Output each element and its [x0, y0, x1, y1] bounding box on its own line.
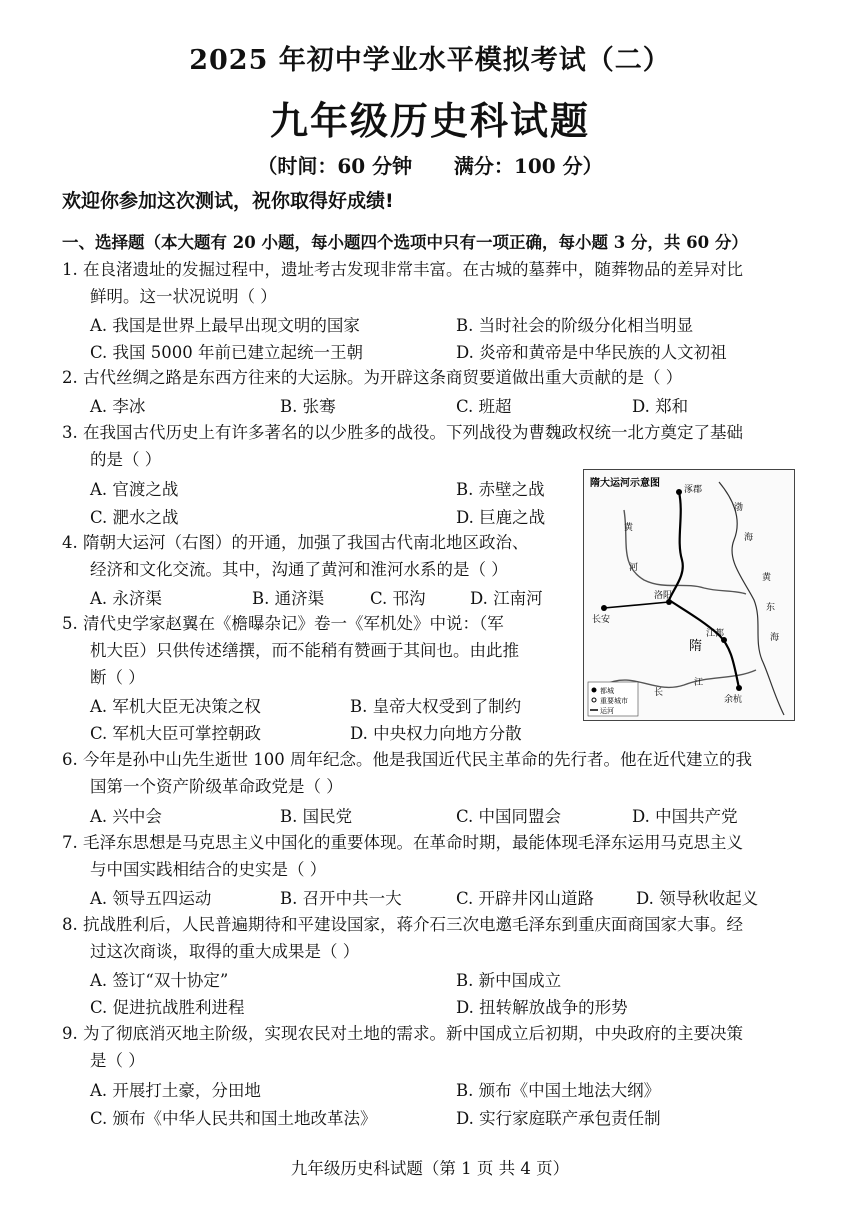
option-a: A. 军机大臣无决策之权 — [90, 697, 261, 716]
map-label: 海 — [744, 533, 754, 543]
question-stem-cont: 过这次商谈，取得的重大成果是（ ） — [90, 942, 360, 961]
question-stem-cont: 的是（ ） — [90, 450, 162, 469]
option-d: D. 巨鹿之战 — [456, 508, 546, 527]
legend-item: 运河 — [600, 707, 614, 715]
question-stem-cont: 与中国实践相结合的史实是（ ） — [90, 860, 327, 879]
option-a: A. 李冰 — [90, 397, 146, 416]
question-stem-cont: 是（ ） — [90, 1051, 145, 1070]
map-label: 江 — [694, 678, 704, 688]
option-c: C. 开辟井冈山道路 — [456, 889, 595, 908]
map-label: 洛阳 — [654, 591, 673, 601]
option-d: D. 江南河 — [470, 589, 543, 608]
yellow-river — [624, 510, 746, 594]
question-stem: 9. 为了彻底消灭地主阶级，实现农民对土地的需求。新中国成立后初期，中央政府的主要决策 — [62, 1024, 743, 1043]
question-stem: 8. 抗战胜利后，人民普遍期待和平建设国家，蒋介石三次电邀毛泽东到重庆面商国家大事。经 — [62, 915, 743, 934]
question-stem-cont: 经济和文化交流。其中，沟通了黄河和淮河水系的是（ ） — [90, 560, 508, 579]
map-label: 河 — [629, 563, 639, 573]
question-stem-cont: 断（ ） — [90, 668, 145, 687]
option-b: B. 张骞 — [280, 397, 336, 416]
exam-meta: （时间：60 分钟 满分：100 分） — [257, 154, 603, 178]
option-b: B. 召开中共一大 — [280, 889, 402, 908]
option-b: B. 国民党 — [280, 807, 353, 826]
map-label: 余杭 — [724, 695, 743, 705]
page-footer: 九年级历史科试题（第 1 页 共 4 页） — [290, 1159, 570, 1178]
option-c: C. 颁布《中华人民共和国土地改革法》 — [90, 1109, 377, 1128]
map-label: 涿郡 — [684, 485, 703, 495]
city-marker — [676, 489, 682, 495]
option-a: A. 签订“双十协定” — [90, 971, 229, 990]
question-stem: 7. 毛泽东思想是马克思主义中国化的重要体现。在革命时期，最能体现毛泽东运用马克思主义 — [62, 833, 743, 852]
option-b: B. 皇帝大权受到了制约 — [350, 697, 522, 716]
section-heading: 一、选择题（本大题有 20 小题，每小题四个选项中只有一项正确，每小题 3 分，共 60 分） — [62, 233, 748, 252]
map-drawing — [584, 470, 794, 720]
subject-title: 九年级历史科试题 — [269, 98, 590, 143]
map-label: 隋 — [689, 639, 703, 654]
option-d: D. 中央权力向地方分散 — [350, 724, 522, 743]
option-a: A. 兴中会 — [90, 807, 162, 826]
map-label: 长 — [654, 688, 664, 698]
map-label: 东 — [766, 603, 776, 613]
question-stem: 3. 在我国古代历史上有许多著名的以少胜多的战役。下列战役为曹魏政权统一北方奠定了基础 — [62, 423, 743, 442]
option-d: D. 领导秋收起义 — [636, 889, 759, 908]
grand-canal-map — [583, 469, 795, 721]
option-c: C. 中国同盟会 — [456, 807, 562, 826]
map-legend — [588, 682, 638, 716]
question-stem: 4. 隋朝大运河（右图）的开通，加强了我国古代南北地区政治、 — [62, 533, 529, 552]
option-b: B. 赤壁之战 — [456, 480, 545, 499]
option-d: D. 炎帝和黄帝是中华民族的人文初祖 — [456, 343, 727, 362]
option-d: D. 扭转解放战争的形势 — [456, 998, 628, 1017]
map-label: 黄 — [762, 573, 772, 583]
exam-title: 2025 年初中学业水平模拟考试（二） — [189, 45, 671, 76]
option-d: D. 中国共产党 — [632, 807, 738, 826]
question-stem: 1. 在良渚遗址的发掘过程中，遗址考古发现非常丰富。在古城的墓葬中，随葬物品的差异对比 — [62, 260, 743, 279]
option-b: B. 当时社会的阶级分化相当明显 — [456, 316, 694, 335]
question-stem-cont: 机大臣）只供传述缮撰，而不能稍有赞画于其间也。由此推 — [90, 641, 519, 660]
canal-route — [669, 492, 739, 688]
option-a: A. 开展打土豪，分田地 — [90, 1081, 261, 1100]
option-d: D. 郑和 — [632, 397, 689, 416]
option-a: A. 官渡之战 — [90, 480, 179, 499]
map-title: 隋大运河示意图 — [590, 478, 660, 489]
option-c: C. 邗沟 — [370, 589, 426, 608]
option-c: C. 促进抗战胜利进程 — [90, 998, 245, 1017]
welcome-text: 欢迎你参加这次测试，祝你取得好成绩! — [62, 190, 394, 212]
city-marker — [601, 605, 607, 611]
coastline — [719, 482, 784, 715]
option-c: C. 军机大臣可掌控朝政 — [90, 724, 262, 743]
option-b: B. 颁布《中国土地法大纲》 — [456, 1081, 661, 1100]
map-label: 黄 — [624, 523, 634, 533]
option-d: D. 实行家庭联产承包责任制 — [456, 1109, 661, 1128]
question-stem: 6. 今年是孙中山先生逝世 100 周年纪念。他是我国近代民主革命的先行者。他在近代建立的我 — [62, 750, 752, 769]
option-b: B. 新中国成立 — [456, 971, 562, 990]
option-b: B. 通济渠 — [252, 589, 325, 608]
option-c: C. 淝水之战 — [90, 508, 179, 527]
legend-item: 都城 — [600, 687, 614, 695]
option-a: A. 领导五四运动 — [90, 889, 212, 908]
option-a: A. 永济渠 — [90, 589, 162, 608]
option-c: C. 班超 — [456, 397, 512, 416]
option-a: A. 我国是世界上最早出现文明的国家 — [90, 316, 360, 335]
question-stem: 2. 古代丝绸之路是东西方往来的大运脉。为开辟这条商贸要道做出重大贡献的是（ ） — [62, 368, 683, 387]
map-label: 渤 — [734, 503, 744, 513]
option-c: C. 我国 5000 年前已建立起统一王朝 — [90, 343, 364, 362]
question-stem-cont: 鲜明。这一状况说明（ ） — [90, 287, 277, 306]
question-stem: 5. 清代史学家赵翼在《檐曝杂记》卷一《军机处》中说：（军 — [62, 614, 504, 633]
city-marker — [736, 685, 742, 691]
map-label: 海 — [770, 633, 780, 643]
legend-item: 重要城市 — [600, 697, 628, 705]
map-label: 长安 — [592, 615, 611, 625]
map-label: 江都 — [706, 629, 725, 639]
canal-branch — [604, 602, 669, 608]
question-stem-cont: 国第一个资产阶级革命政党是（ ） — [90, 777, 343, 796]
